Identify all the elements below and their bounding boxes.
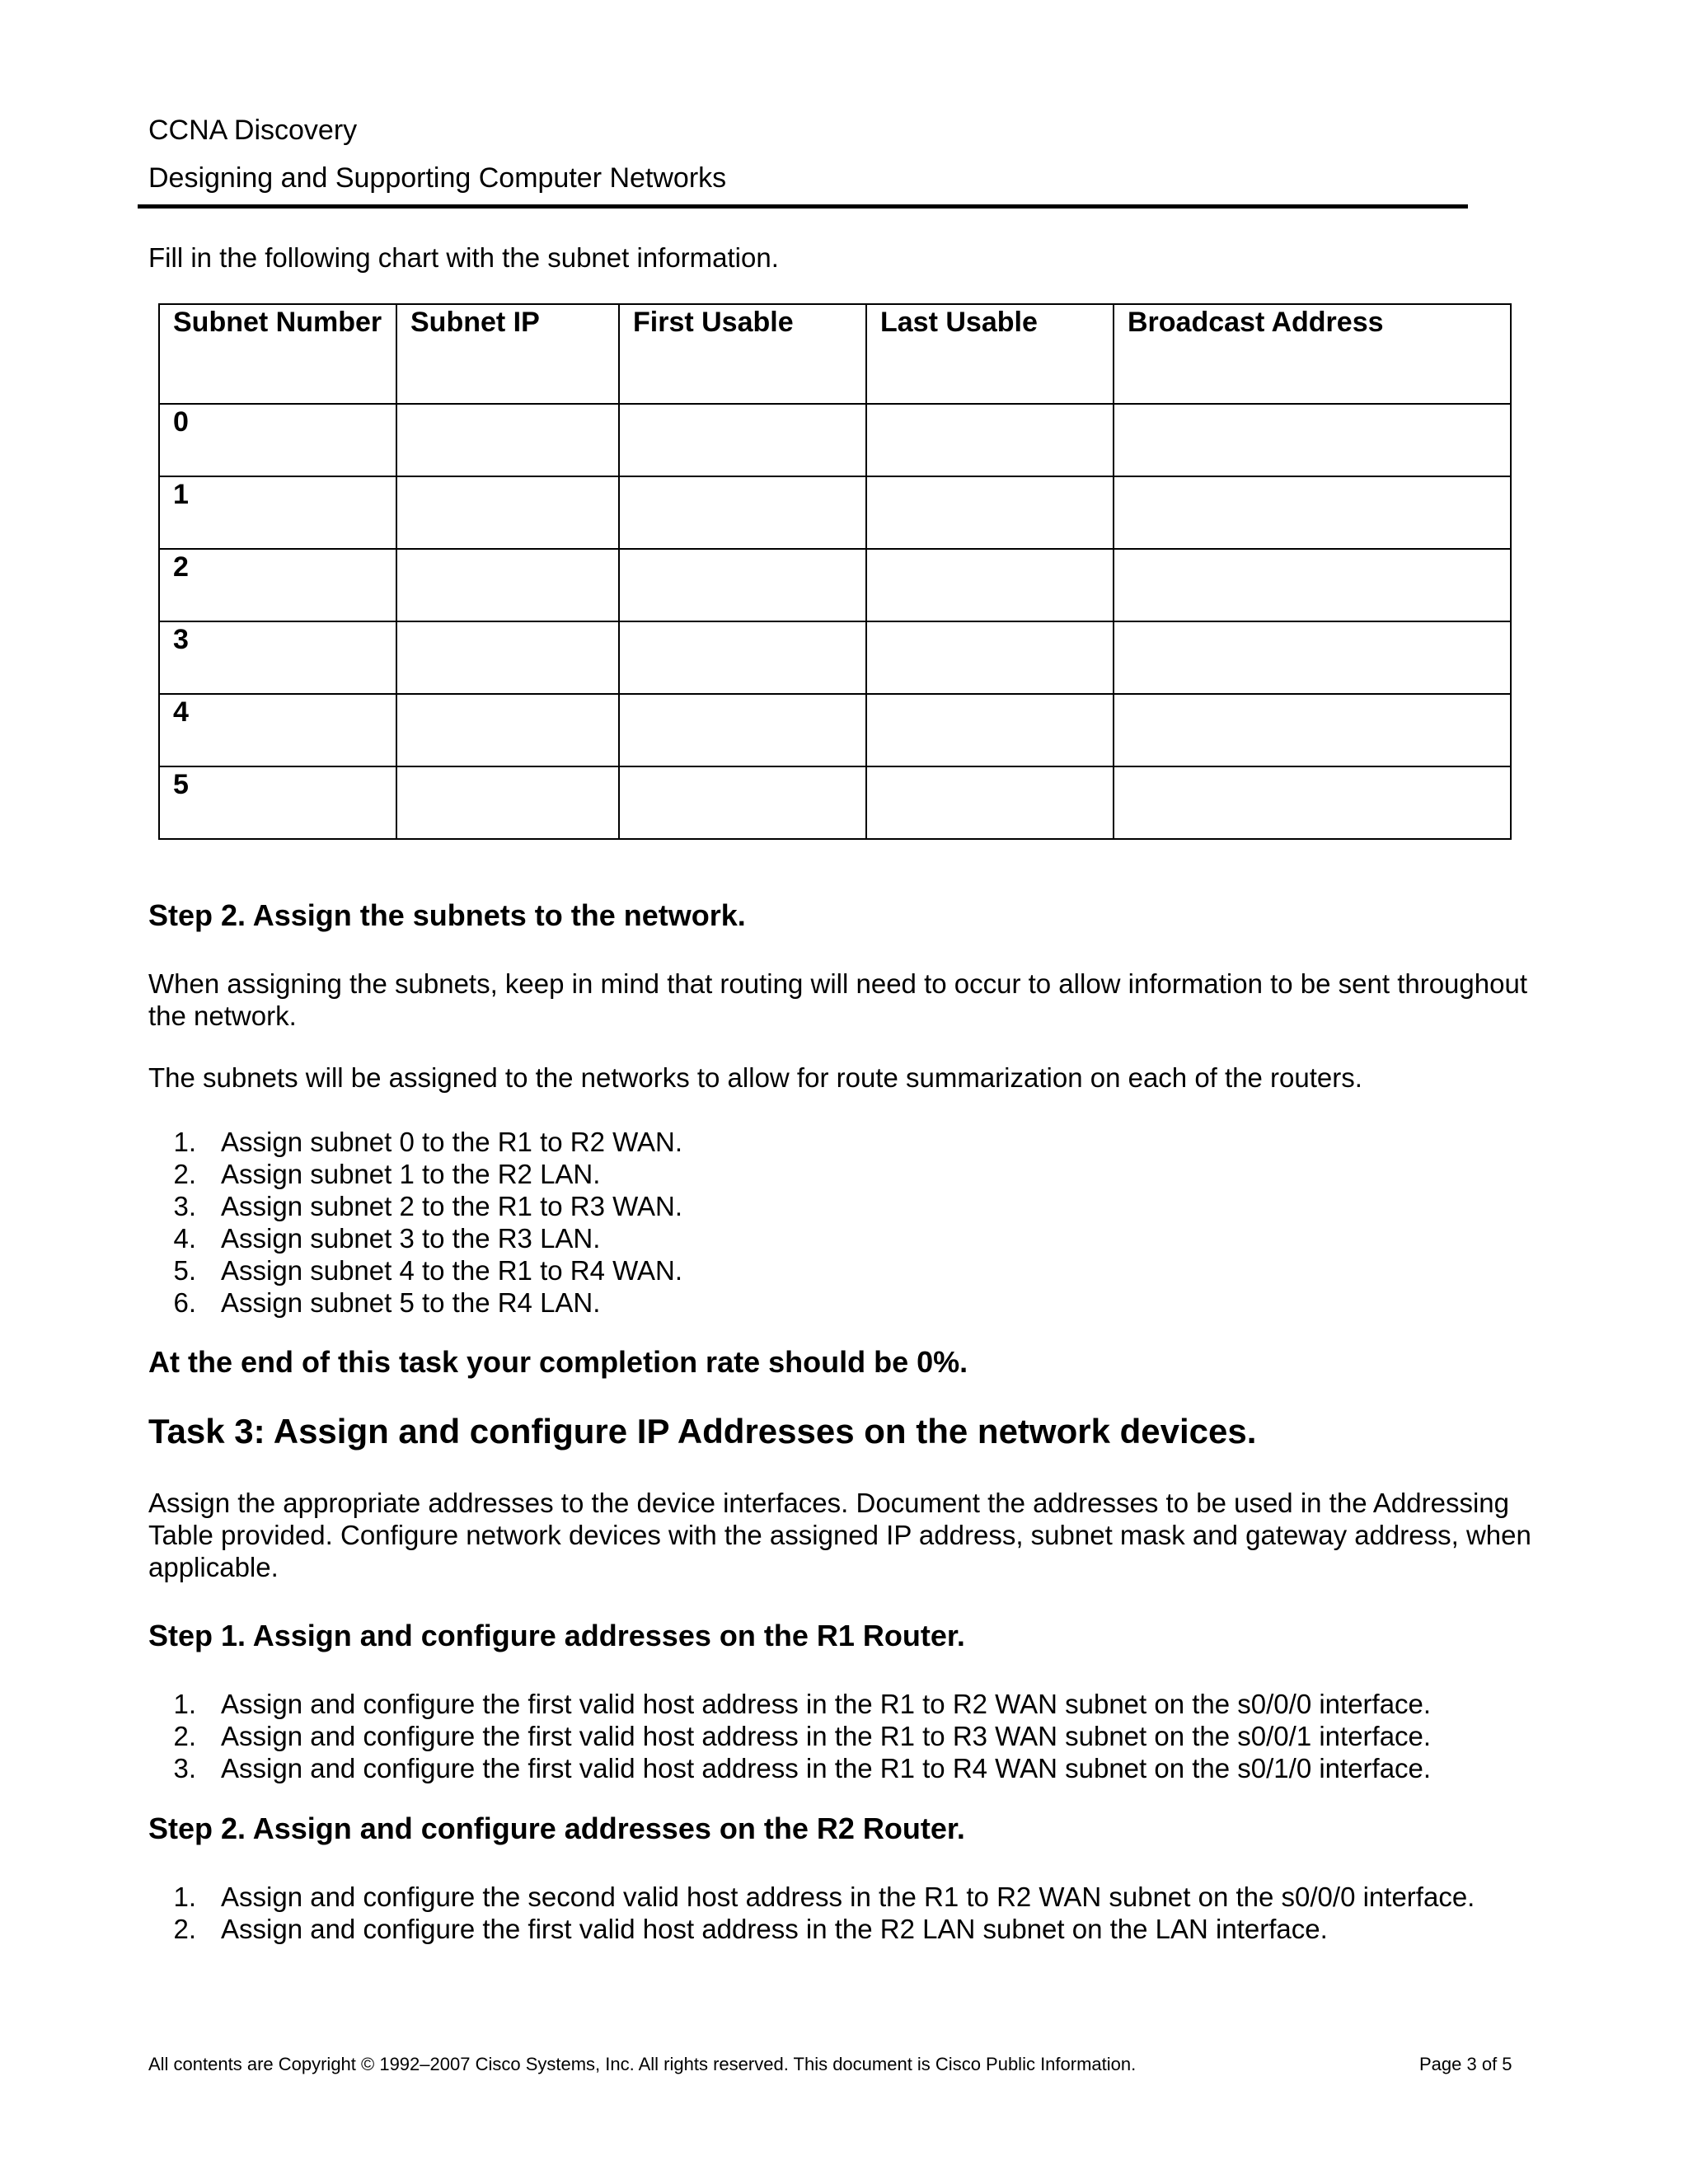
- list-item: 6. Assign subnet 5 to the R4 LAN.: [173, 1287, 601, 1318]
- col-last-usable: Last Usable: [866, 304, 1114, 404]
- col-first-usable: First Usable: [619, 304, 866, 404]
- r1-config-list: [148, 1688, 1566, 1784]
- step2-assign-heading: Step 2. Assign the subnets to the network.: [148, 898, 746, 932]
- last-usable-cell[interactable]: [866, 621, 1114, 694]
- list-item: 3. Assign subnet 2 to the R1 to R3 WAN.: [173, 1191, 683, 1221]
- col-subnet-number: Subnet Number: [159, 304, 396, 404]
- subnet-table: [158, 303, 1512, 840]
- subnet-number-cell: 3: [159, 621, 396, 694]
- table-row: [159, 404, 1511, 476]
- first-usable-cell[interactable]: [619, 694, 866, 766]
- last-usable-cell[interactable]: [866, 766, 1114, 839]
- broadcast-cell[interactable]: [1114, 766, 1511, 839]
- subnet-ip-cell[interactable]: [396, 549, 619, 621]
- list-item: 2. Assign and configure the first valid host address in the R2 LAN subnet on the LAN interface.: [173, 1914, 1328, 1944]
- list-item: 1. Assign subnet 0 to the R1 to R2 WAN.: [173, 1127, 683, 1157]
- subnet-ip-cell[interactable]: [396, 694, 619, 766]
- subnet-ip-cell[interactable]: [396, 621, 619, 694]
- subnet-number-cell: 0: [159, 404, 396, 476]
- header-subtitle: Designing and Supporting Computer Networks: [148, 162, 727, 194]
- col-subnet-ip: Subnet IP: [396, 304, 619, 404]
- header-course-title: CCNA Discovery: [148, 115, 358, 146]
- task3-step1-heading: Step 1. Assign and configure addresses on the R1 Router.: [148, 1619, 965, 1652]
- last-usable-cell[interactable]: [866, 404, 1114, 476]
- broadcast-cell[interactable]: [1114, 694, 1511, 766]
- first-usable-cell[interactable]: [619, 766, 866, 839]
- step2-paragraph-routing: When assigning the subnets, keep in mind that routing will need to occur to allow information to be sent throughout the network.: [148, 968, 1527, 1031]
- list-item: 2. Assign subnet 1 to the R2 LAN.: [173, 1159, 601, 1189]
- list-item: 4. Assign subnet 3 to the R3 LAN.: [173, 1223, 601, 1254]
- first-usable-cell[interactable]: [619, 621, 866, 694]
- list-item: 1. Assign and configure the second valid host address in the R1 to R2 WAN subnet on the s0/0/0 interface.: [173, 1882, 1475, 1912]
- last-usable-cell[interactable]: [866, 694, 1114, 766]
- task3-heading: Task 3: Assign and configure IP Addresses on the network devices.: [148, 1412, 1257, 1451]
- footer-page-number: Page 3 of 5: [1419, 2054, 1512, 2074]
- col-broadcast-address: Broadcast Address: [1114, 304, 1511, 404]
- list-item: 1. Assign and configure the first valid host address in the R1 to R2 WAN subnet on the s0/0/0 interface.: [173, 1689, 1432, 1719]
- broadcast-cell[interactable]: [1114, 404, 1511, 476]
- r2-config-list: [148, 1881, 1599, 1945]
- subnet-number-cell: 4: [159, 694, 396, 766]
- table-row: [159, 766, 1511, 839]
- table-instructions: Fill in the following chart with the subnet information.: [148, 242, 779, 273]
- list-item: 5. Assign subnet 4 to the R1 to R4 WAN.: [173, 1255, 683, 1286]
- subnet-ip-cell[interactable]: [396, 766, 619, 839]
- first-usable-cell[interactable]: [619, 549, 866, 621]
- broadcast-cell[interactable]: [1114, 621, 1511, 694]
- task3-step2-heading: Step 2. Assign and configure addresses on the R2 Router.: [148, 1811, 965, 1845]
- subnet-ip-cell[interactable]: [396, 476, 619, 549]
- table-row: [159, 476, 1511, 549]
- broadcast-cell[interactable]: [1114, 549, 1511, 621]
- list-item: 3. Assign and configure the first valid host address in the R1 to R4 WAN subnet on the s0/1/0 interface.: [173, 1753, 1432, 1783]
- table-row: [159, 549, 1511, 621]
- table-row: [159, 621, 1511, 694]
- header-divider: [138, 204, 1468, 209]
- footer-copyright: All contents are Copyright © 1992–2007 Cisco Systems, Inc. All rights reserved. This document is Cisco Public Information.: [148, 2054, 1137, 2074]
- table-row: [159, 694, 1511, 766]
- step2-paragraph-summarization: The subnets will be assigned to the networks to allow for route summarization on each of the routers.: [148, 1062, 1362, 1093]
- subnet-number-cell: 2: [159, 549, 396, 621]
- list-item: 2. Assign and configure the first valid host address in the R1 to R3 WAN subnet on the s0/0/1 interface.: [173, 1721, 1432, 1751]
- subnet-number-cell: 5: [159, 766, 396, 839]
- first-usable-cell[interactable]: [619, 404, 866, 476]
- last-usable-cell[interactable]: [866, 549, 1114, 621]
- completion-rate-note: At the end of this task your completion rate should be 0%.: [148, 1345, 968, 1379]
- subnet-number-cell: 1: [159, 476, 396, 549]
- broadcast-cell[interactable]: [1114, 476, 1511, 549]
- task3-paragraph: Assign the appropriate addresses to the device interfaces. Document the addresses to be used in the Addressing Table provided. Configure network devices with the assigned IP address, subnet mask and gateway address, when applicable.: [148, 1488, 1531, 1582]
- first-usable-cell[interactable]: [619, 476, 866, 549]
- subnet-ip-cell[interactable]: [396, 404, 619, 476]
- table-header-row: [159, 304, 1511, 404]
- last-usable-cell[interactable]: [866, 476, 1114, 549]
- subnet-assignment-list: [148, 1126, 1533, 1319]
